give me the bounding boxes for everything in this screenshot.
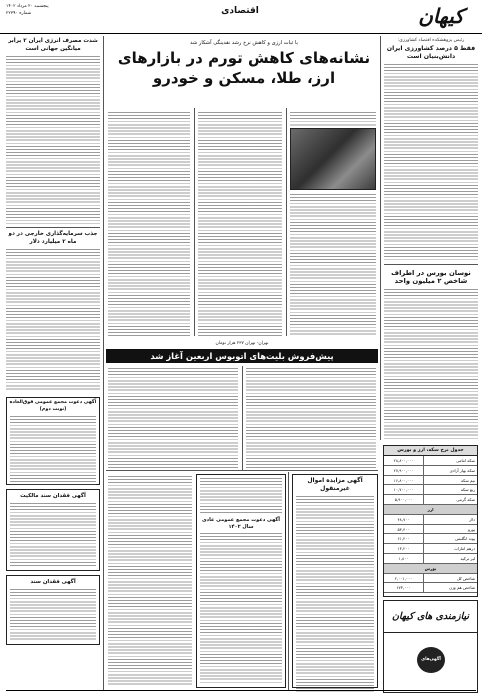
article-body xyxy=(108,112,190,336)
ad-title: آگهی فقدان سند مالکیت xyxy=(20,493,86,499)
table-row: یورو ۵۳,۴۰۰ xyxy=(384,525,477,535)
article-body xyxy=(108,368,238,468)
main-headline: نشانه‌های کاهش تورم در بازارهای ارز، طلا، مسکن و خودرو xyxy=(117,49,371,87)
article-title: فقط ۵ درصد کشاورزی ایران دانش‌بنیان است xyxy=(386,45,476,60)
classifieds-badge: آگهی‌های شما xyxy=(417,647,445,673)
ad-body xyxy=(10,416,96,486)
table-row: شاخص هم وزن ۶۷۳,۰۰۰ xyxy=(384,583,477,593)
classifieds-box xyxy=(383,600,478,693)
article-title: نوسان بورس در اطراف شاخص ۲ میلیون واحد xyxy=(391,269,471,285)
article-kicker: رئیس پژوهشکده اقتصاد کشاورزی: xyxy=(397,38,465,43)
ad-box xyxy=(6,489,100,571)
page-footer-rule xyxy=(6,690,476,691)
masthead xyxy=(0,0,482,34)
table-row: درهم امارات ۱۳,۲۰۰ xyxy=(384,544,477,554)
table-row: سکه امامی ۲۸,۸۰۰,۰۰۰ xyxy=(384,456,477,466)
column-rule xyxy=(288,472,289,690)
column-rule xyxy=(286,108,287,336)
article-body xyxy=(384,289,478,441)
divider xyxy=(6,227,100,228)
price-table xyxy=(383,445,478,597)
column-rule xyxy=(103,36,104,690)
table-row: ربع سکه ۱۰,۷۰۰,۰۰۰ xyxy=(384,485,477,495)
ad-body xyxy=(200,533,282,683)
column-rule xyxy=(242,366,243,470)
headline-kicker: با ثبات ارزی و کاهش نرخ رشد نقدینگی آشکار شد xyxy=(190,40,298,46)
ad-body xyxy=(108,476,192,686)
ad-body xyxy=(296,496,374,692)
table-row: سکه بهار آزادی ۲۷,۹۰۰,۰۰۰ xyxy=(384,466,477,476)
ad-box xyxy=(292,474,378,688)
column-rule xyxy=(194,108,195,336)
article-body xyxy=(290,112,376,126)
table-band: ارز xyxy=(384,505,477,515)
table-row: نیم سکه ۱۶,۸۰۰,۰۰۰ xyxy=(384,476,477,486)
article-title: جذب سرمایه‌گذاری خارجی در دو ماه ۲ میلیارد دلار xyxy=(8,231,98,245)
left-column xyxy=(6,38,100,688)
divider xyxy=(106,470,378,471)
article-body xyxy=(246,368,376,468)
article-body xyxy=(384,64,478,260)
price-table-title: جدول نرخ سکه، ارز و بورس xyxy=(384,446,477,456)
column-rule xyxy=(380,36,381,440)
ad-body xyxy=(200,478,282,514)
table-row: شاخص کل ۲,۰۰۱,۰۰۰ xyxy=(384,574,477,584)
price-table-rows xyxy=(384,456,477,593)
article-body xyxy=(198,112,282,336)
article-body xyxy=(290,194,376,336)
table-band: بورس xyxy=(384,564,477,574)
divider xyxy=(384,264,478,265)
right-column xyxy=(384,38,478,438)
newspaper-logo: کیهان xyxy=(418,4,464,28)
table-row: پوند انگلیس ۶۱,۲۰۰ xyxy=(384,534,477,544)
article-photo xyxy=(290,128,376,190)
table-row: سکه گرمی ۵,۹۰۰,۰۰۰ xyxy=(384,495,477,505)
article-title: شدت مصرف انرژی ایران ۲ برابر میانگین جهانی است xyxy=(8,38,98,52)
ad-body xyxy=(10,503,96,567)
issue-line: شماره ۲۲۳۹۰ xyxy=(6,11,32,16)
ad-title: آگهی مزایده اموال غیرمنقول xyxy=(307,477,363,492)
date-info xyxy=(6,3,86,17)
ad-box xyxy=(196,474,286,688)
ad-body xyxy=(10,589,96,641)
table-row: لیر ترکیه ۱,۸۰۰ xyxy=(384,554,477,564)
banner-headline: پیش‌فروش بلیت‌های اتوبوس اربعین آغاز شد xyxy=(106,349,378,363)
table-row: دلار ۴۸,۷۰۰ xyxy=(384,515,477,525)
ad-box xyxy=(6,575,100,645)
date-line: پنجشنبه ۲۰ مرداد ۱۴۰۲ xyxy=(6,4,49,9)
article-body xyxy=(6,249,100,391)
section-title: اقتصادی xyxy=(221,6,259,16)
ad-box xyxy=(6,397,100,485)
classifieds-logo: نیازمندی های کیهان xyxy=(384,601,477,633)
banner-kicker: تهران- تهران ۲۳۷ هزار تومان xyxy=(215,341,269,346)
ad-title: آگهی دعوت مجمع عمومی فوق‌العاده (نوبت دوم) xyxy=(9,400,97,412)
article-body xyxy=(6,56,100,224)
ad-title: آگهی فقدان سند xyxy=(30,579,76,585)
ad-title: آگهی دعوت مجمع عمومی عادی سال ۱۴۰۲ xyxy=(201,517,281,530)
